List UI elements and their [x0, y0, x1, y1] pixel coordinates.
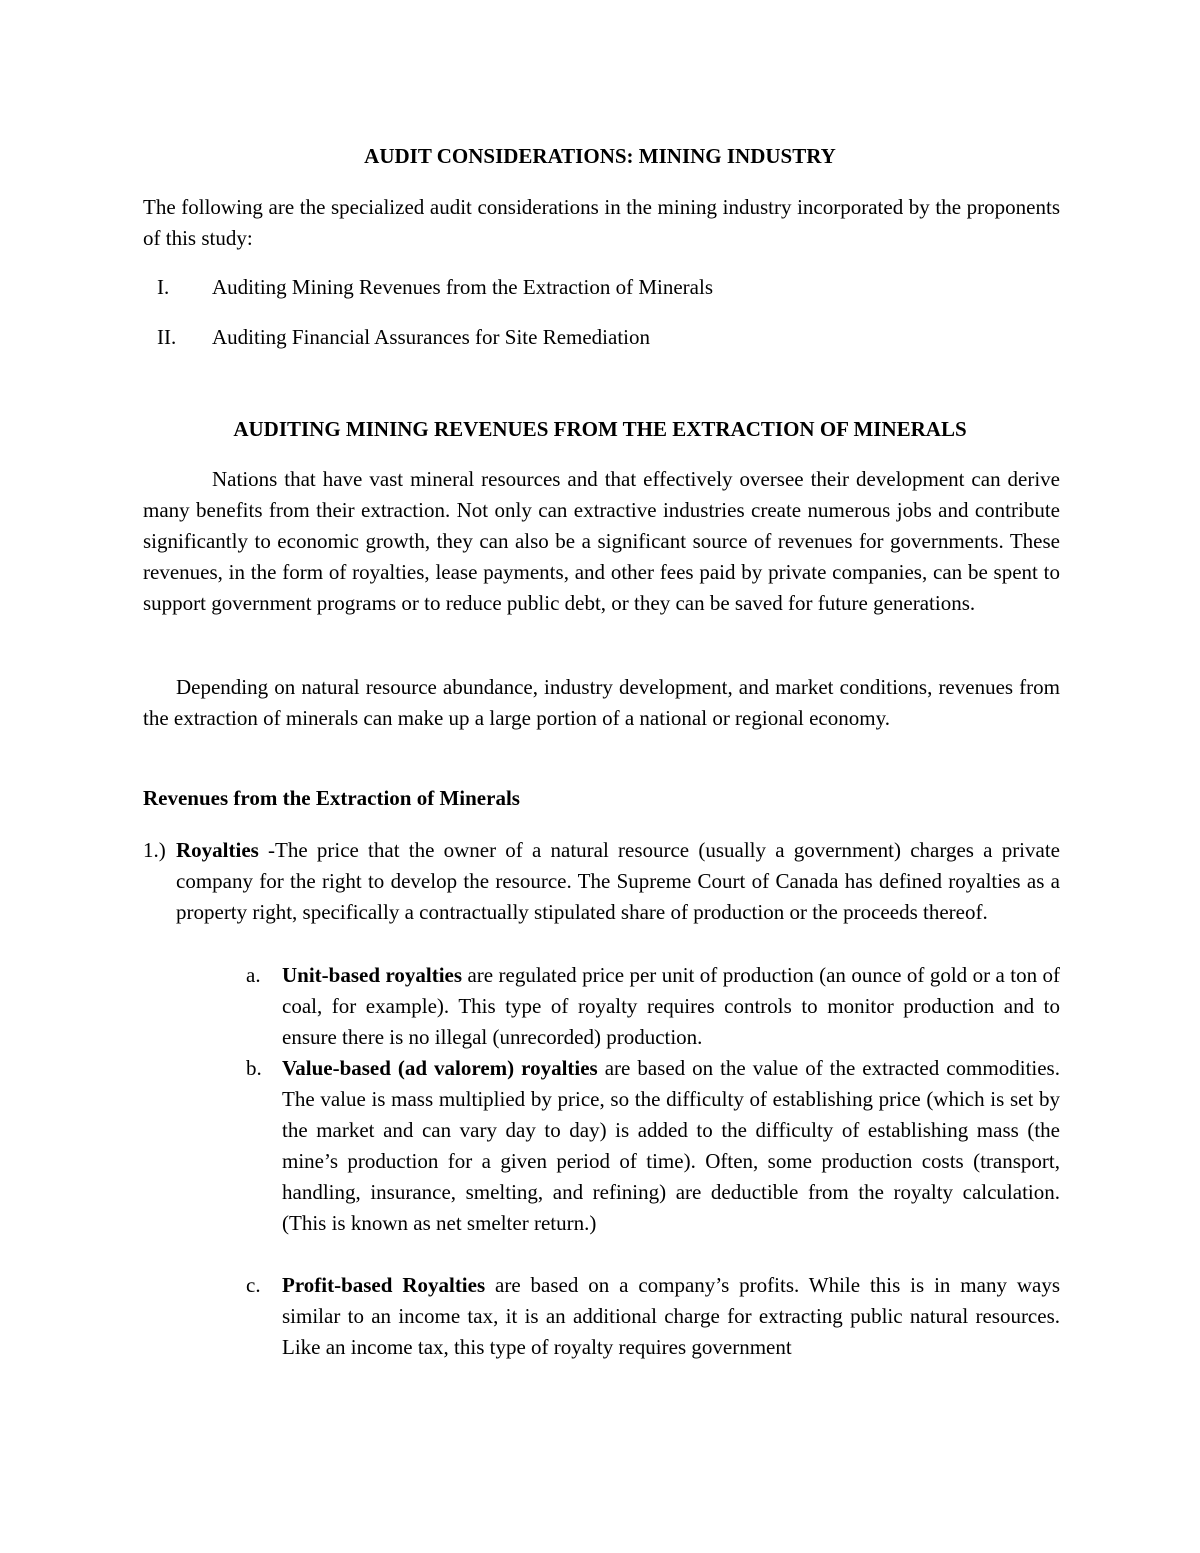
- roman-numeral: I.: [157, 275, 170, 299]
- sub-list-body: [282, 1053, 1060, 1239]
- sub-list-item: [246, 960, 1060, 1053]
- roman-item-text: Auditing Financial Assurances for Site Remediation: [212, 325, 651, 349]
- body-paragraph-1: Nations that have vast mineral resources and that effectively oversee their development can derive many benefits from their extraction. Not only can extractive industries create numerous jobs and contribute significantly to economic growth, they can also be a significant source of revenues for governments. These revenues, in the form of royalties, lease payments, and other fees paid by private companies, can be spent to support government programs or to reduce public debt, or they can be saved for future generations.: [143, 467, 1060, 615]
- sub-list-body: [282, 960, 1060, 1053]
- list-number: 1.): [143, 838, 166, 862]
- list-item-text: -The price that the owner of a natural resource (usually a government) charges a private company for the right to develop the resource. The Supreme Court of Canada has defined royalties as a property right, specifically a contractually stipulated share of production or the proceeds thereof.: [176, 838, 1060, 924]
- sub-list-letter: a.: [246, 963, 261, 987]
- intro-paragraph: The following are the specialized audit considerations in the mining industry incorporated by the proponents of this study:: [143, 195, 1060, 250]
- sub-list-item: [246, 1053, 1060, 1239]
- sub-list-letter: b.: [246, 1056, 262, 1080]
- subheading: Revenues from the Extraction of Minerals: [143, 786, 520, 810]
- sub-list-term: Profit-based Royalties: [282, 1273, 486, 1297]
- sub-list-text: are based on the value of the extracted commodities. The value is mass multiplied by price, so the difficulty of establishing price (which is set by the market and can vary day to day) is added to the difficulty of establishing mass (the mine’s production for a given period of time). Often, some production costs (transport, handling, insurance, smelting, and refining) are deductible from the royalty calculation. (This is known as net smelter return.): [282, 1056, 1060, 1235]
- numbered-list-item: [143, 835, 1060, 928]
- roman-numeral: II.: [157, 325, 177, 349]
- sub-list-text: are regulated price per unit of production (an ounce of gold or a ton of coal, for example). This type of royalty requires controls to monitor production and to ensure there is no illegal (unrecorded) production.: [282, 963, 1060, 1049]
- roman-item-text: Auditing Mining Revenues from the Extraction of Minerals: [212, 275, 713, 299]
- sub-list-item: [246, 1270, 1060, 1363]
- sub-list-body: [282, 1270, 1060, 1363]
- sub-list-text: are based on a company’s profits. While this is in many ways similar to an income tax, it is an additional charge for extracting public natural resources. Like an income tax, this type of royalty requires government: [282, 1273, 1060, 1359]
- list-item-term: Royalties: [176, 838, 259, 862]
- document-title: AUDIT CONSIDERATIONS: MINING INDUSTRY: [364, 144, 836, 168]
- sub-list-term: Value-based (ad valorem) royalties: [282, 1056, 598, 1080]
- section-title: AUDITING MINING REVENUES FROM THE EXTRACTION OF MINERALS: [233, 417, 967, 441]
- sub-list-letter: c.: [246, 1273, 261, 1297]
- list-item-body: [176, 835, 1060, 928]
- sub-list-term: Unit-based royalties: [282, 963, 463, 987]
- body-paragraph-2: Depending on natural resource abundance, industry development, and market conditions, revenues from the extraction of minerals can make up a large portion of a national or regional economy.: [143, 675, 1060, 730]
